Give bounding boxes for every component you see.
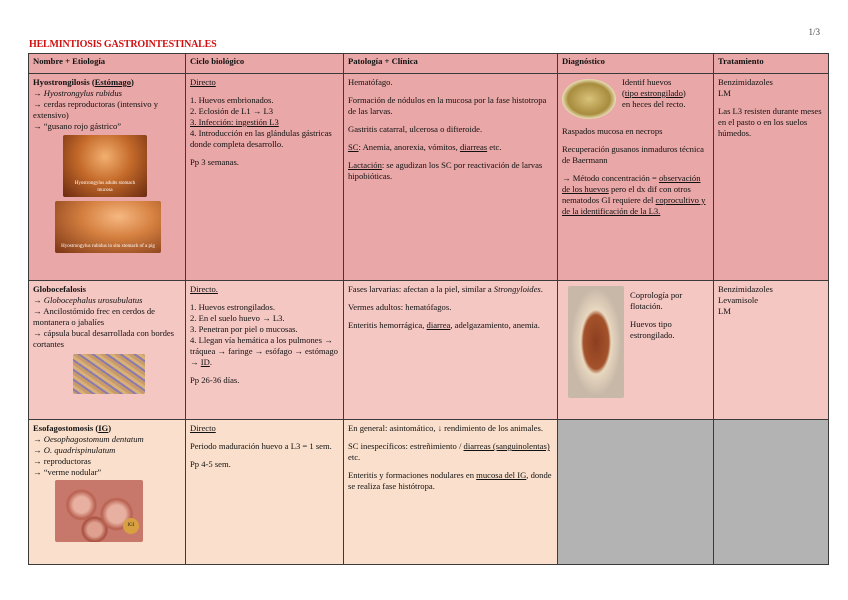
- helminthiasis-table: [28, 53, 829, 565]
- cell-pathology: Hematófago. Formación de nódulos en la mucosa por la fase histotropa de las larvas. Gastritis catarral, ulcerosa o difteroide. SC: Anemia, anorexia, vómitos, diarreas etc. Lactación: se agudizan los SC por reactivación de larvas hipobióticas.: [344, 74, 558, 281]
- cell-cycle: Directo 1. Huevos embrionados. 2. Eclosión de L1 → L3 3. Infección: ingestión L3 4. Introducción en las glándulas gástricas donde completa desarrollo. Pp 3 semanas.: [186, 74, 344, 281]
- cell-treatment-empty: [714, 420, 829, 565]
- cell-pathology: En general: asintomático, ↓ rendimiento de los animales. SC inespecíficos: estreñimiento / diarreas (sanguinolentas) etc. Enteritis y formaciones nodulares en mucosa del IG, donde se realiza fase histótropa.: [344, 420, 558, 565]
- document-title: HELMINTIOSIS GASTROINTESTINALES: [29, 39, 217, 50]
- table-header-row: [29, 54, 829, 74]
- table-row: [29, 420, 829, 565]
- oesophagostomum-photo: [55, 480, 143, 542]
- cell-name: Hyostrongilosis (Estómago) → Hyostrongylus rubidus → cerdas reproductoras (intensivo y extensivo) → “gusano rojo gástrico” Hyostrongylus adults stomach mucosa Hyostrongylus rubidus in situ stomach of a pig: [29, 74, 186, 281]
- table-row: [29, 74, 829, 281]
- cell-pathology: Fases larvarias: afectan a la piel, similar a Strongyloides. Vermes adultos: hematófagos. Enteritis hemorrágica, diarrea, adelgazamiento, anemia.: [344, 281, 558, 420]
- cell-name: Globocefalosis → Globocephalus urosubulatus → Ancilostómido frec en cerdos de montanera o jabalíes → cápsula bucal desarrollada con bordes cortantes: [29, 281, 186, 420]
- header-pathology: Patología + Clínica: [344, 54, 558, 74]
- cell-treatment: Benzimidazoles Levamisole LM: [714, 281, 829, 420]
- table-row: [29, 281, 829, 420]
- header-name: Nombre + Etiología: [29, 54, 186, 74]
- cell-treatment: Benzimidazoles LM Las L3 resisten durante meses en el pasto o en los suelos húmedos.: [714, 74, 829, 281]
- cell-diagnosis: Identif huevos (tipo estrongilado) en heces del recto. Raspados mucosa en necrops Recuperación gusanos inmaduros técnica de Baermann → Método concentración = observación de los huevos pero el dx dif con otros nematodos GI requiere del coprocultivo y de la identificación de la L3.: [558, 74, 714, 281]
- cell-cycle: Directo Periodo maduración huevo a L3 = 1 sem. Pp 4-5 sem.: [186, 420, 344, 565]
- globocephalus-photo: [73, 354, 145, 394]
- cell-name: Esofagostomosis (IG) → Oesophagostomum dentatum → O. quadrispinulatum → reproductoras → “verme nodular” IGI: [29, 420, 186, 565]
- cell-diagnosis: Coprología por flotación. Huevos tipo estrongilado.: [558, 281, 714, 420]
- header-treatment: Tratamiento: [714, 54, 829, 74]
- hyostrongylus-photo-1: Hyostrongylus adults stomach mucosa: [63, 135, 147, 197]
- cell-diagnosis-empty: [558, 420, 714, 565]
- egg-microscopy-photo: [568, 286, 624, 398]
- header-diagnosis: Diagnóstico: [558, 54, 714, 74]
- cell-cycle: Directo. 1. Huevos estrongilados. 2. En el suelo huevo → L3. 3. Penetran por piel o mucosas. 4. Llegan vía hemática a los pulmones → tráquea → faringe → esófago → estómago → ID. Pp 26-36 días.: [186, 281, 344, 420]
- page-number: 1/3: [808, 27, 820, 37]
- tag-label: IGI: [123, 518, 139, 534]
- egg-photo: [562, 79, 616, 119]
- header-cycle: Ciclo biológico: [186, 54, 344, 74]
- hyostrongylus-photo-2: Hyostrongylus rubidus in situ stomach of a pig: [55, 201, 161, 253]
